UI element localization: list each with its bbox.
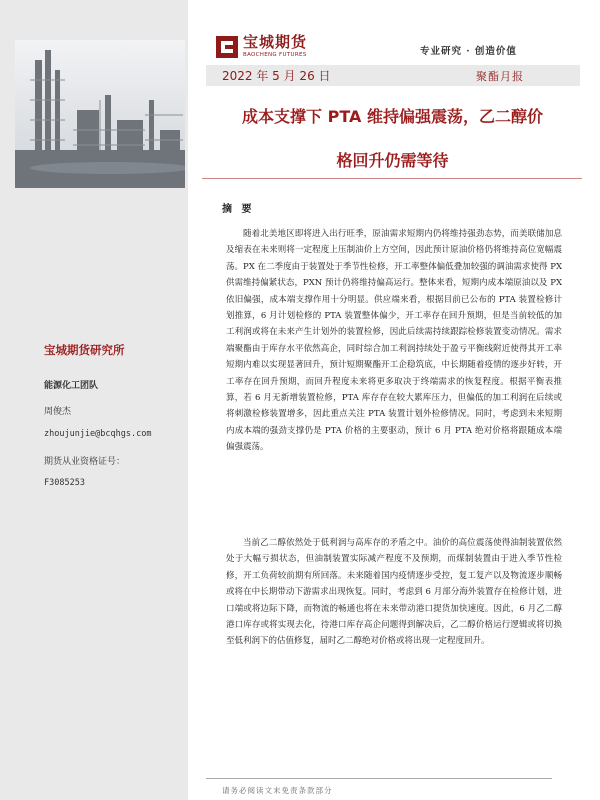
logo-mark-icon xyxy=(215,35,239,59)
cert-label: 期货从业资格证号： xyxy=(44,457,126,467)
abstract-paragraph-meg: 当前乙二醇依然处于低利润与高库存的矛盾之中。油价的高位震荡使得油制装置依然处于大幅亏损状态，但油制装置实际减产程度不及预期，而煤制装置由于进入季节性检修，开工负荷较前期有所回落。未来随着国内疫情逐步受控，复工复产以及物流逐步顺畅或将在中长期带动下游需求出现恢复。同时，考虑到 6 月部分海外装置存在检修计划，进口端或将边际下降，而物流的畅通也将在未来带动港口提货加快速度。因此，6 月乙二醇港口库存或将实现去化，待港口库存高企问题得到解决后，乙二醇价格运行逻辑或将切换至低利润下的估值修复，届时乙二醇绝对价格或将出现一定程度回升。 xyxy=(226,538,562,647)
report-title-line-2: 格回升仍需等待 xyxy=(336,151,449,170)
company-logo xyxy=(215,32,307,62)
report-type: 聚酯月报 xyxy=(476,70,524,83)
logo-chinese-text: 宝城期货 xyxy=(243,33,308,52)
sidebar xyxy=(0,0,188,800)
disclaimer-note: 请务必阅读文末免责条款部分 xyxy=(222,786,333,795)
abstract-paragraph-pta: 随着北美地区即将进入出行旺季，原油需求短期内仍将维持强劲态势，而美联储加息及缩表在未来则将一定程度上压制油价上方空间，因此预计原油价格仍将维持高位宽幅震荡。PX 在二季度由于装置处于季节性检修，开工率整体偏低叠加较强的调油需求使得 PX 供需维持偏紧状态，PXN 预计仍将维持偏高运行。整体来看，短期内成本端原油以及 PX 依旧偏强，成本端支撑作用十分明显。供应端来看，根据目前已公布的 PTA 装置检修计划推算，6 月计划检修的 PTA 装置整体偏少，开工率存在回升预期，但是当前较低的加工利润或将在未来产生计划外的装置检修，因此后续需持续跟踪检修装置变动情况。需求端聚酯由于库存水平依然高企，同时综合加工利润持续处于盈亏平衡线附近使得其开工率短期内难以实现显著回升，预计短期聚酯开工企稳筑底，中长期随着疫情的逐步好转，开工率存在回升预期，而回升程度未来将更多取决于终端需求的恢复程度。根据平衡表推算，若 6 月无新增装置检修，PTA 库存存在较大累库压力，但偏低的加工利润在后续或将刺激检修装置增多，因此重点关注 PTA 装置计划外检修情况。同时，考虑到未来短期内成本端的强劲支撑仍是 PTA 价格的主要驱动，预计 6 月 PTA 绝对价格将跟随成本端偏强震荡。 xyxy=(226,229,562,453)
title-divider xyxy=(202,178,582,179)
report-title-line-1: 成本支撑下 PTA 维持偏强震荡，乙二醇价 xyxy=(242,107,543,126)
date-bar xyxy=(206,65,580,86)
team-name: 能源化工团队 xyxy=(44,381,99,391)
slogan: 专业研究 · 创造价值 xyxy=(420,46,517,57)
cert-number: F3085253 xyxy=(44,478,85,488)
refinery-photo xyxy=(15,40,185,188)
footer-divider xyxy=(206,778,552,779)
analyst-email[interactable]: zhoujunjie@bcqhgs.com xyxy=(44,429,152,439)
abstract-heading: 摘 要 xyxy=(222,204,255,215)
logo-english-text: BAOCHENG FUTURES xyxy=(243,52,307,59)
analyst-name: 周俊杰 xyxy=(44,407,72,417)
report-date: 2022 年 5 月 26 日 xyxy=(222,69,331,83)
research-institute-name: 宝城期货研究所 xyxy=(44,343,125,357)
